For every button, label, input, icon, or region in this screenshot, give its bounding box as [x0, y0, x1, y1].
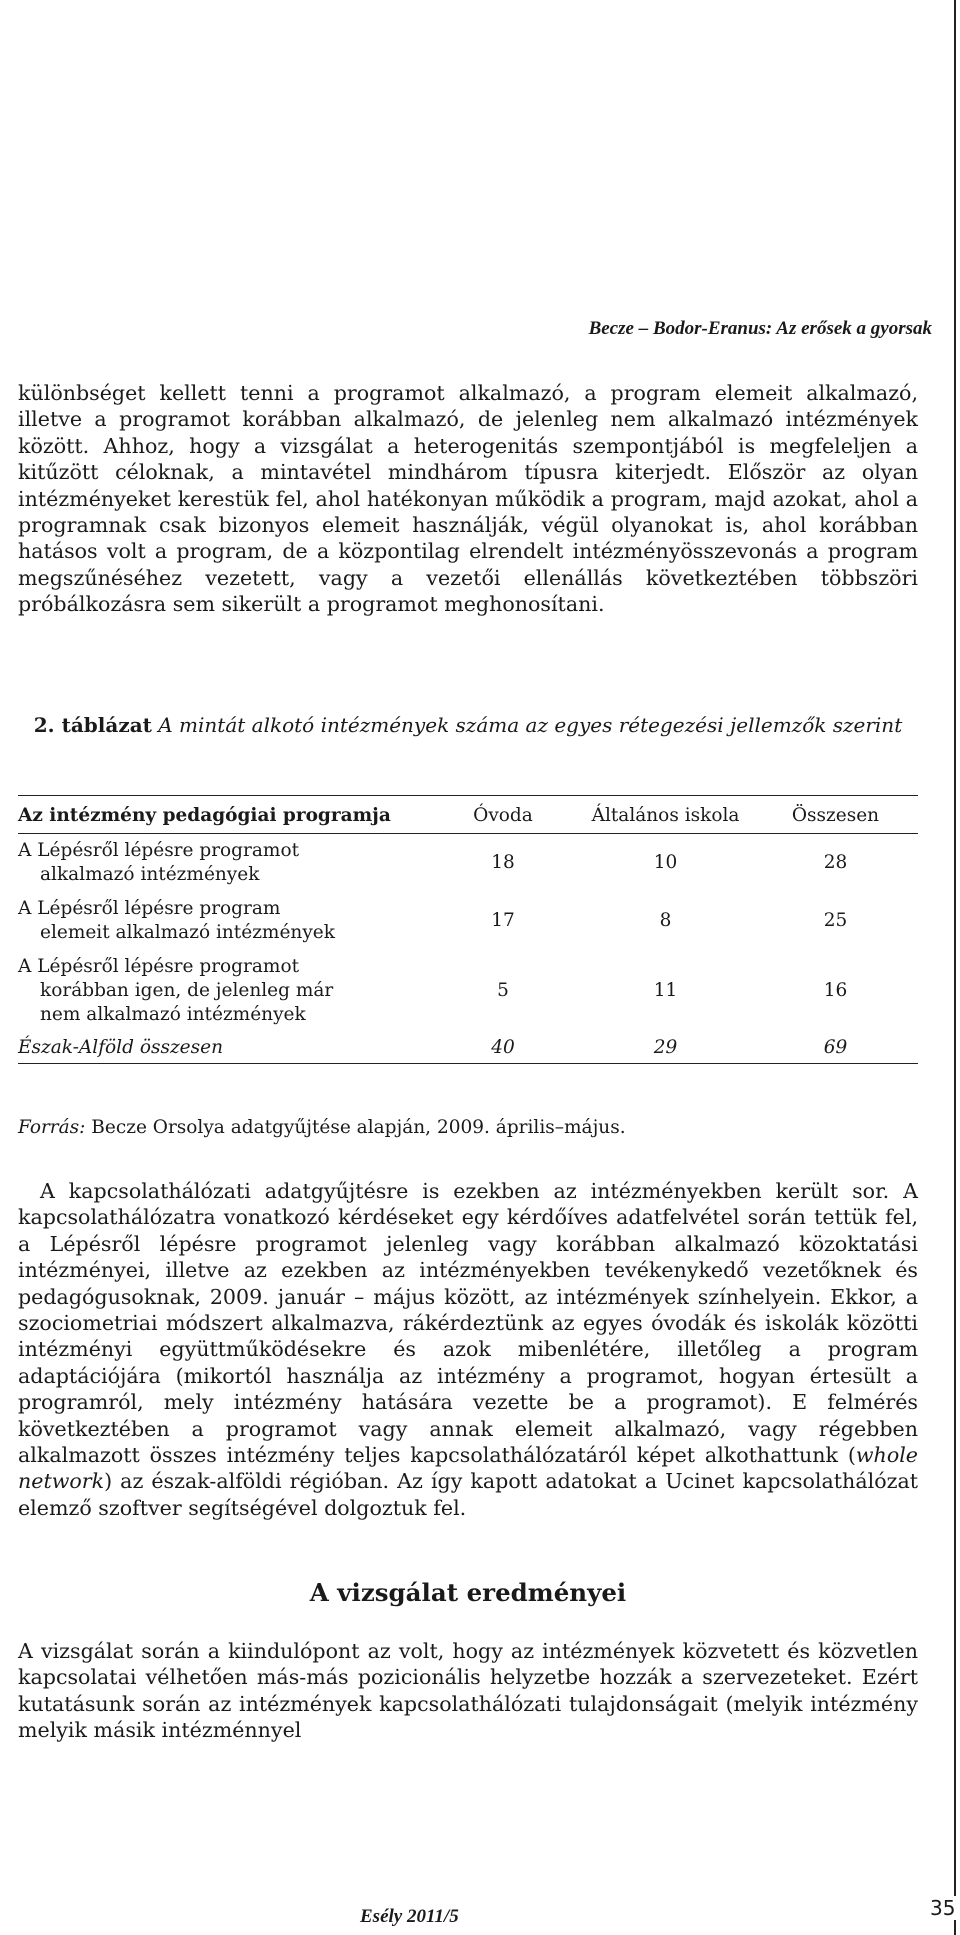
table-source [18, 1117, 918, 1138]
row-3-label-line2: korábban igen, de jelenleg már [40, 979, 334, 1001]
paragraph-2-part-a: A kapcsolathálózati adatgyűjtésre is ezekben az intézményekben került sor. A kapcsolathálózatra vonatkozó kérdéseket egy kérdőíves adatfelvétel során tettük fel, a Lépésről lépésre programot jelenleg vagy korábban alkalmazó közoktatási intézményei, illetve az ezekben az intézményekben tevékenykedő vezetőknek és pedagógusoknak, 2009. január – május között, az intézmények színhelyein. Ekkor, a szociometriai módszert alkalmazva, rákérdeztünk az egyes óvodák és iskolák közötti intézményi együttműködésekre és azok mibenlétére, illetőleg a program adaptációjára (mikortól használja az intézmény a programot, hogyan értesült a programról, mely intézmény hatására vezette be a programot). E felmérés következtében a programot vagy annak elemeit alkalmazó, vagy régebben alkalmazott összes intézmény teljes kapcsolathálózatáról képet alkothattunk ( [18, 1179, 918, 1468]
table-caption [18, 712, 918, 739]
row-3-label [18, 950, 428, 1032]
running-head: Becze – Bodor-Eranus: Az erősek a gyorsak [588, 318, 932, 339]
header-ovoda: Óvoda [473, 805, 533, 826]
paragraph-1: különbséget kellett tenni a programot alkalmazó, a program elemeit alkalmazó, illetve a programot korábban alkalmazó, de jelenleg nem alkalmazó intézmények között. Ahhoz, hogy a vizsgálat a heterogenitás szempontjából is megfeleljen a kitűzött céloknak, a mintavétel mindhárom típusra kiterjedt. Először az olyan intézményeket kerestük fel, ahol hatékonyan működik a program, majd azokat, ahol a programnak csak bizonyos elemeit használják, végül olyanokat is, ahol korábban hatásos volt a program, de a központilag elrendelt intézményösszevonás a program megszűnéséhez vezetett, vagy a vezetői ellenállás következtében többszöri próbálkozásra sem sikerült a programot meghonosítani. [18, 381, 918, 617]
section-heading-block [18, 1578, 918, 1607]
table-header-row [18, 796, 918, 834]
table-caption-label: 2. táblázat [33, 713, 152, 737]
row-1-iskola: 10 [653, 852, 678, 874]
row-2-ovoda: 17 [491, 910, 515, 931]
header-program: Az intézmény pedagógiai programja [18, 805, 391, 826]
table-block [18, 795, 918, 1064]
paragraph-3: A vizsgálat során a kiindulópont az volt, hogy az intézmények közvetett és közvetlen kapcsolatai vélhetően más-más pozicionális helyzetbe hozzák a szervezeteket. Ezért kutatásunk során az intézmények kapcsolathálózati tulajdonságait (melyik intézmény melyik másik intézménnyel [18, 1639, 918, 1743]
paragraph-2-part-b: ) az észak-alföldi régióban. Az így kapott adatokat a Ucinet kapcsolathálózat elemző szoftver segítségével dolgoztuk fel. [18, 1469, 918, 1520]
journal-footer: Esély 2011/5 [360, 1906, 459, 1927]
row-2-iskola: 8 [659, 910, 672, 931]
row-1-label-line2: alkalmazó intézmények [40, 863, 260, 885]
page-edge-rule [954, 0, 956, 1935]
row-1-label [18, 834, 428, 892]
source-text: Becze Orsolya adatgyűjtése alapján, 2009. április–május. [91, 1117, 626, 1138]
row-2-label-line1: A Lépésről lépésre program [18, 897, 281, 919]
total-osszesen: 69 [823, 1036, 848, 1058]
row-2-label [18, 892, 428, 950]
paragraph-2-block [18, 1178, 918, 1521]
table-row [18, 834, 918, 892]
institutions-table [18, 795, 918, 1064]
row-2-osszesen: 25 [823, 910, 848, 931]
table-total-row [18, 1032, 918, 1064]
source-label: Forrás: [18, 1117, 86, 1138]
table-row [18, 892, 918, 950]
row-3-osszesen: 16 [823, 980, 848, 1001]
total-iskola: 29 [653, 1036, 678, 1058]
row-3-label-line3: nem alkalmazó intézmények [40, 1003, 306, 1025]
paragraph-2 [18, 1178, 918, 1521]
paragraph-1-block [18, 380, 918, 618]
row-3-iskola: 11 [653, 980, 678, 1001]
header-osszesen: Összesen [791, 805, 880, 826]
total-ovoda: 40 [491, 1036, 515, 1058]
page-number: 35 [930, 1896, 956, 1920]
row-3-label-line1: A Lépésről lépésre programot [18, 955, 300, 977]
row-2-label-line2: elemeit alkalmazó intézmények [40, 921, 335, 943]
row-1-label-line1: A Lépésről lépésre programot [18, 839, 300, 861]
paragraph-3-block [18, 1638, 918, 1744]
section-heading: A vizsgálat eredményei [309, 1578, 627, 1607]
row-3-ovoda: 5 [497, 980, 509, 1001]
table-row [18, 950, 918, 1032]
total-label: Észak-Alföld összesen [18, 1036, 223, 1058]
table-caption-title: A mintát alkotó intézmények száma az egyes rétegezési jellemzők szerint [158, 713, 903, 737]
row-1-ovoda: 18 [491, 852, 515, 874]
paragraph-2-italic-term: whole network [18, 1443, 918, 1494]
row-1-osszesen: 28 [823, 852, 848, 874]
header-iskola: Általános iskola [591, 805, 740, 826]
